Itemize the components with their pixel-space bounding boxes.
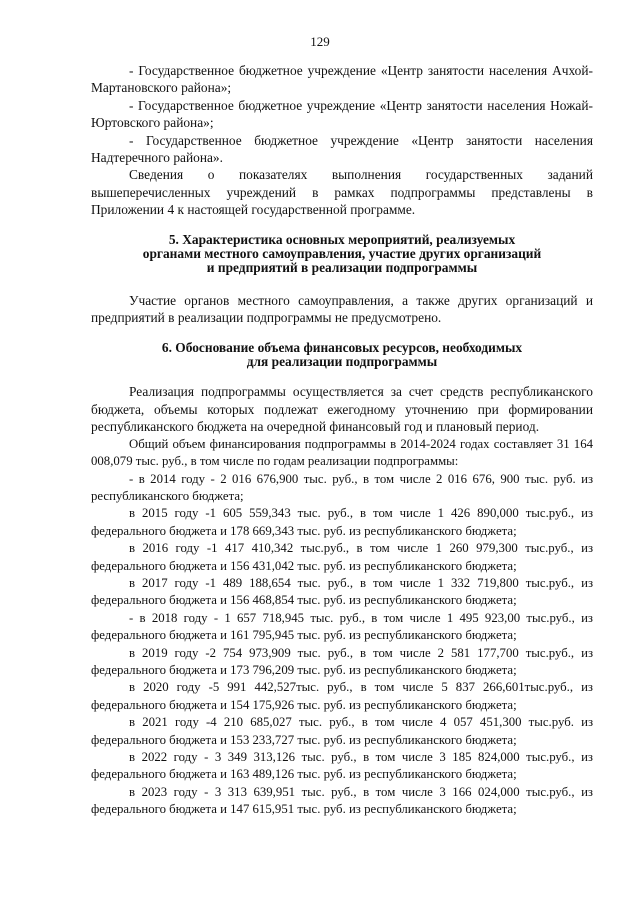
spacer	[91, 369, 593, 383]
section-6-heading-line: для реализации подпрограммы	[246, 354, 438, 370]
funding-year-2015: в 2015 году -1 605 559,343 тыс. руб., в том числе 1 426 890,000 тыс.руб., из федерального бюджета и 178 669,343 тыс. руб. из республиканского бюджета;	[91, 506, 593, 538]
section-5-heading-line: и предприятий в реализации подпрограммы	[206, 259, 478, 275]
spacer	[91, 326, 593, 341]
funding-year-2017: в 2017 году -1 489 188,654 тыс. руб., в том числе 1 332 719,800 тыс.руб., из федерального бюджета и 156 468,854 тыс. руб. из республиканского бюджета;	[91, 575, 593, 608]
spacer	[91, 219, 593, 233]
page-content	[91, 62, 593, 819]
section-5-heading-line: 5. Характеристика основных мероприятий, реализуемых	[168, 231, 516, 247]
funding-year-2019: в 2019 году -2 754 973,909 тыс. руб., в том числе 2 581 177,700 тыс.руб., из федерального бюджета и 173 796,209 тыс. руб. из республиканского бюджета;	[91, 645, 593, 677]
list-item-nozhay-yurt: - Государственное бюджетное учреждение «Центр занятости населения Ножай-Юртовского района»;	[91, 97, 593, 131]
funding-year-2023: в 2023 году - 3 313 639,951 тыс. руб., в том числе 3 166 024,000 тыс.руб., из федерального бюджета и 147 615,951 тыс. руб. из республиканского бюджета;	[91, 784, 593, 817]
section-6-heading-line: 6. Обоснование объема финансовых ресурсов, необходимых	[161, 340, 523, 356]
funding-year-2020: в 2020 году -5 991 442,527тыс. руб., в том числе 5 837 266,601тыс.руб., из федерального бюджета и 154 175,926 тыс. руб. из республиканского бюджета;	[91, 680, 593, 712]
funding-source-paragraph: Реализация подпрограммы осуществляется за счет средств республиканского бюджета, объемы которых подлежат ежегодному уточнению при формировании республиканского бюджета на очередной финансовый год и плановый период.	[91, 384, 593, 435]
list-item-ahchoy-martan: - Государственное бюджетное учреждение «Центр занятости населения Ачхой-Мартановского района»;	[91, 63, 593, 96]
spacer	[91, 275, 593, 292]
funding-year-2018: - в 2018 году - 1 657 718,945 тыс. руб., в том числе 1 495 923,00 тыс.руб., из федерального бюджета и 161 795,945 тыс. руб. из республиканского бюджета;	[91, 610, 593, 643]
funding-year-2016: в 2016 году -1 417 410,342 тыс.руб., в том числе 1 260 979,300 тыс.руб., из федерального бюджета и 156 431,042 тыс. руб. из республиканского бюджета;	[91, 541, 593, 573]
section-5-heading-line: органами местного самоуправления, участие других организаций	[142, 245, 542, 261]
funding-year-2022: в 2022 году - 3 349 313,126 тыс. руб., в том числе 3 185 824,000 тыс.руб., из федерального бюджета и 163 489,126 тыс. руб. из республиканского бюджета;	[91, 750, 593, 782]
section-6-heading	[91, 341, 593, 369]
page-number: 129	[310, 34, 330, 49]
list-item-nadterechny: - Государственное бюджетное учреждение «Центр занятости населения Надтеречного района».	[91, 132, 593, 166]
funding-year-2014: - в 2014 году - 2 016 676,900 тыс. руб., в том числе 2 016 676, 900 тыс. руб. из республиканского бюджета;	[91, 471, 593, 503]
funding-year-2021: в 2021 году -4 210 685,027 тыс. руб., в том числе 4 057 451,300 тыс.руб. из федерального бюджета и 153 233,727 тыс. руб. из республиканского бюджета;	[91, 715, 593, 747]
indicators-paragraph: Сведения о показателях выполнения государственных заданий вышеперечисленных учреждений в рамках подпрограммы представлены в Приложении 4 к настоящей государственной программе.	[91, 167, 593, 218]
section-5-heading	[91, 233, 593, 275]
total-funding-paragraph: Общий объем финансирования подпрограммы в 2014-2024 годах составляет 31 164 008,079 тыс. руб., в том числе по годам реализации подпрограммы:	[91, 436, 593, 469]
section-5-text: Участие органов местного самоуправления, а также других организаций и предприятий в реализации подпрограммы не предусмотрено.	[91, 292, 593, 326]
